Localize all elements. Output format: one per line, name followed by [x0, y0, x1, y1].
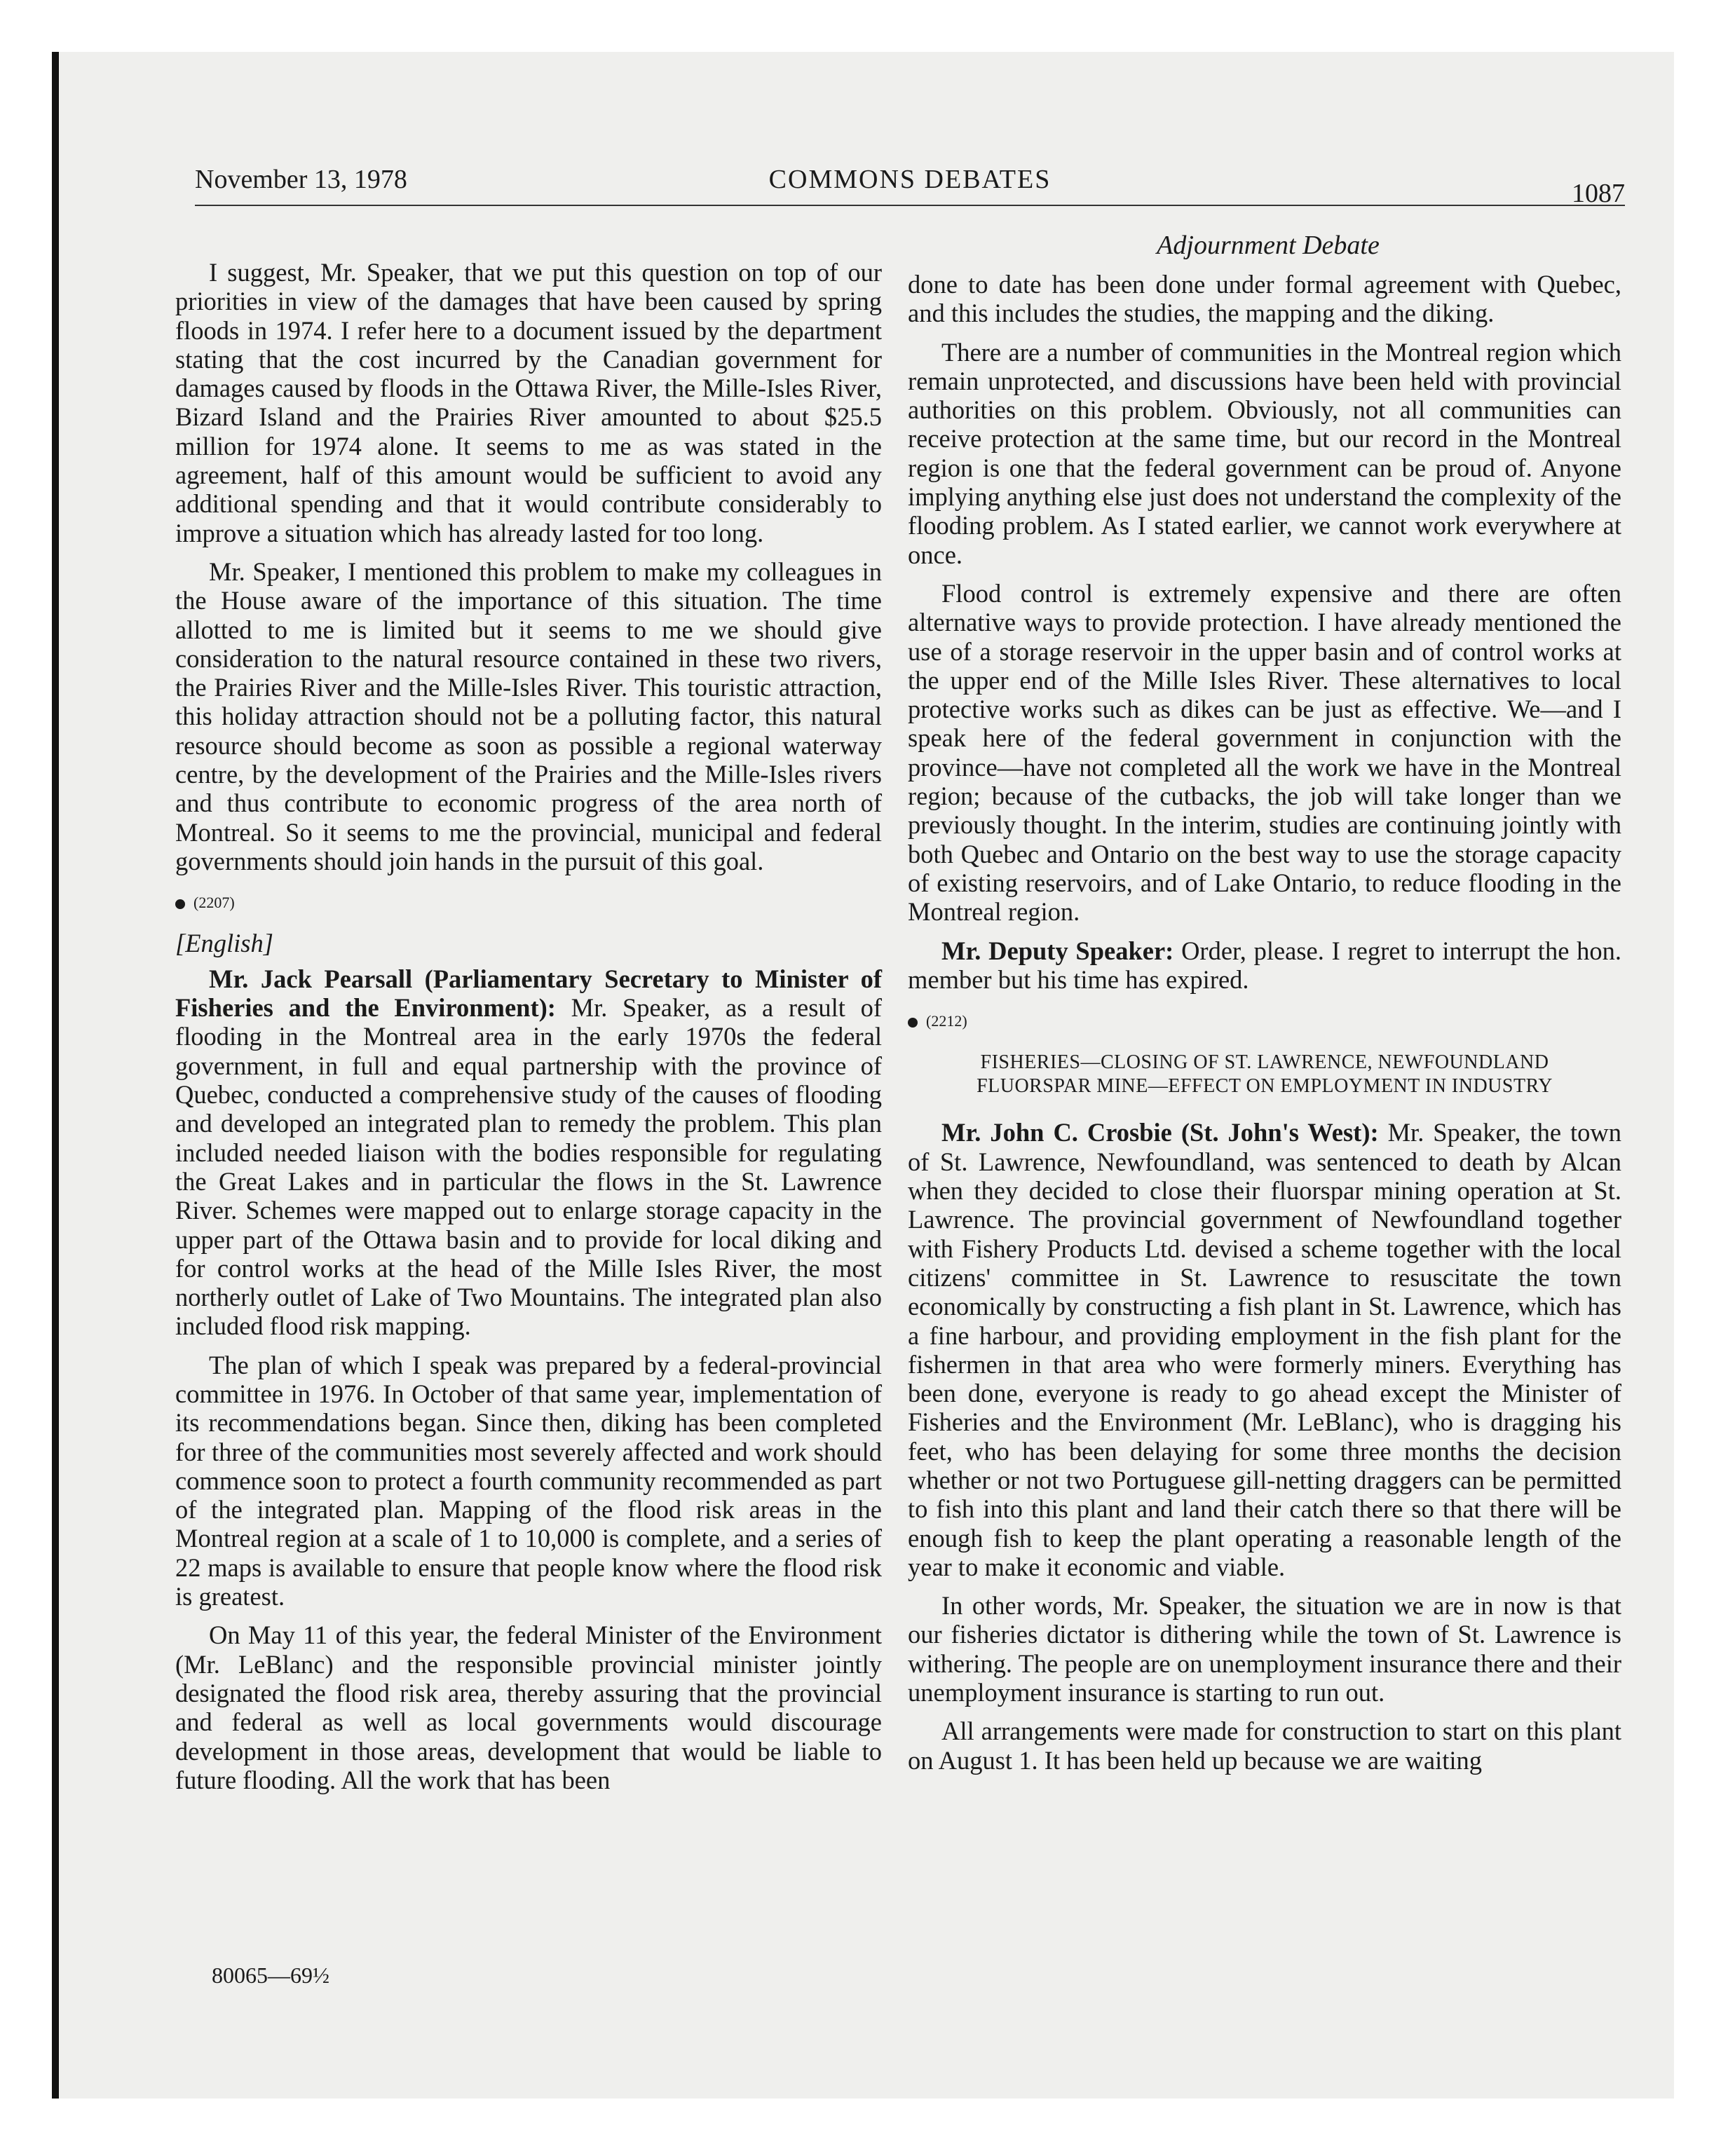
speech-paragraph [175, 964, 882, 1341]
page-number: 1087 [1572, 179, 1625, 208]
paragraph: On May 11 of this year, the federal Minister of the Environment (Mr. LeBlanc) and the responsible provincial minister jointly designated the flood risk area, thereby assuring that the provincial and federal as well as local governments would discourage development in those areas, development that would be liable to future flooding. All the work that has been [175, 1621, 882, 1794]
bullet-icon [908, 1018, 918, 1028]
time-marker [175, 888, 882, 917]
speech-paragraph [908, 1118, 1621, 1581]
right-column [908, 270, 1621, 1785]
left-column [175, 258, 882, 1804]
paragraph: Mr. Speaker, I mentioned this problem to make my colleagues in the House aware of the importance of this situation. The time allotted to me is limited but it seems to me we should give consideration to the natural resource contained in these two rivers, the Prairies River and the Mille-Isles River. This touristic attraction, this holiday attraction should not be a polluting factor, this natural resource should become as soon as possible a regional waterway centre, by the development of the Prairies and the Mille-Isles rivers and thus contribute to economic progress of the area north of Montreal. So it seems to me the provincial, municipal and federal governments should join hands in the pursuit of this goal. [175, 557, 882, 875]
paragraph: There are a number of communities in the Montreal region which remain unprotected, and discussions have been held with provincial authorities on this problem. Obviously, not all communities can receive protection at the same time, but our record in the Montreal region is one that the federal government can be proud of. Anyone implying anything else just does not understand the complexity of the flooding problem. As I stated earlier, we cannot work everywhere at once. [908, 337, 1621, 569]
speech-text: Order, please. I regret to interrupt the hon. member but his time has expired. [908, 936, 1621, 994]
time-marker-label: (2207) [193, 894, 235, 912]
paragraph: In other words, Mr. Speaker, the situation we are in now is that our fisheries dictator is dithering while the town of St. Lawrence is withering. The people are on unemployment insurance there and their unemployment insurance is starting to run out. [908, 1591, 1621, 1707]
header-title: COMMONS DEBATES [768, 165, 1052, 194]
print-code: 80065—69½ [212, 1963, 329, 1988]
speaker-name: Mr. John C. Crosbie (St. John's West): [941, 1118, 1379, 1147]
speech-text: Mr. Speaker, the town of St. Lawrence, Newfoundland, was sentenced to death by Alcan when they decided to close their fluorspar mining operation at St. Lawrence. The provincial government of Newfoundland together with Fishery Products Ltd. devised a scheme together with the local citizens' committee in St. Lawrence to resuscitate the town economically by constructing a fish plant in St. Lawrence, which has a fine harbour, and providing employment in the fish plant for the fishermen in that area who were formerly miners. Everything has been done, everyone is ready to go ahead except the Minister of Fisheries and the Environment (Mr. LeBlanc), who is dragging his feet, who has been delaying for some three months the decision whether or not two Portuguese gill-netting draggers can be permitted to fish into this plant and land their catch there so that there will be enough fish to keep the plant operating a reasonable length of the year to make it economic and viable. [908, 1118, 1621, 1581]
paragraph: All arrangements were made for construction to start on this plant on August 1. It has been held up because we are waiting [908, 1717, 1621, 1775]
time-marker-label: (2212) [926, 1012, 967, 1030]
rubric-line: FLUORSPAR MINE—EFFECT ON EMPLOYMENT IN INDUSTRY [977, 1075, 1553, 1098]
time-marker [908, 1007, 1621, 1035]
rubric-line: FISHERIES—CLOSING OF ST. LAWRENCE, NEWFOUNDLAND [980, 1051, 1549, 1074]
speaker-name: Mr. Jack Pearsall (Parliamentary Secretary to Minister of Fisheries and the Environment): [175, 964, 882, 1023]
speech-paragraph [908, 936, 1621, 995]
header-date: November 13, 1978 [195, 165, 407, 194]
paragraph: Flood control is extremely expensive and there are often alternative ways to provide protection. I have already mentioned the use of a storage reservoir in the upper basin and of control works at the upper end of the Mille Isles River. These alternatives to local protective works such as dikes can be just as effective. We—and I speak here of the federal government in conjunction with the province—have not completed all the work we have in the Montreal region; because of the cutbacks, the job will take longer than we previously thought. In the interim, studies are continuing jointly with both Quebec and Ontario on the best way to use the storage capacity of existing reservoirs, and of Lake Ontario, to reduce flooding in the Montreal region. [908, 578, 1621, 927]
paragraph: I suggest, Mr. Speaker, that we put this question on top of our priorities in view of the damages that have been caused by spring floods in 1974. I refer here to a document issued by the department stating that the cost incurred by the Canadian government for damages caused by floods in the Ottawa River, the Mille-Isles River, Bizard Island and the Prairies River amounted to about $25.5 million for 1974 alone. It seems to me as was stated in the agreement, half of this amount would be sufficient to avoid any additional spending and that it would contribute considerably to improve a situation which has already lasted for too long. [175, 258, 882, 547]
page-header [195, 164, 1625, 206]
debate-rubric [908, 1051, 1621, 1098]
paragraph: done to date has been done under formal agreement with Quebec, and this includes the studies, the mapping and the diking. [908, 270, 1621, 328]
bullet-icon [175, 899, 185, 909]
section-title: Adjournment Debate [1157, 231, 1380, 260]
speaker-name: Mr. Deputy Speaker: [941, 936, 1174, 965]
paragraph: The plan of which I speak was prepared by a federal-provincial committee in 1976. In October of that same year, implementation of its recommendations began. Since then, diking has been completed for three of the communities most severely affected and work should commence soon to protect a fourth community recommended as part of the integrated plan. Mapping of the flood risk areas in the Montreal region at a scale of 1 to 10,000 is complete, and a series of 22 maps is available to ensure that people know where the flood risk is greatest. [175, 1350, 882, 1611]
language-tag: [English] [175, 928, 273, 957]
speech-text: Mr. Speaker, as a result of flooding in the Montreal area in the early 1970s the federal government, in full and equal partnership with the province of Quebec, conducted a comprehensive study of the causes of flooding and developed an integrated plan to remedy the problem. This plan included needed liaison with the bodies responsible for regulating the Great Lakes and in particular the flows in the St. Lawrence River. Schemes were mapped out to enlarge storage capacity in the upper part of the Ottawa basin and to provide for local diking and for control works at the head of the Mille Isles River, the most northerly outlet of Lake of Two Mountains. The integrated plan also included flood risk mapping. [175, 993, 883, 1341]
